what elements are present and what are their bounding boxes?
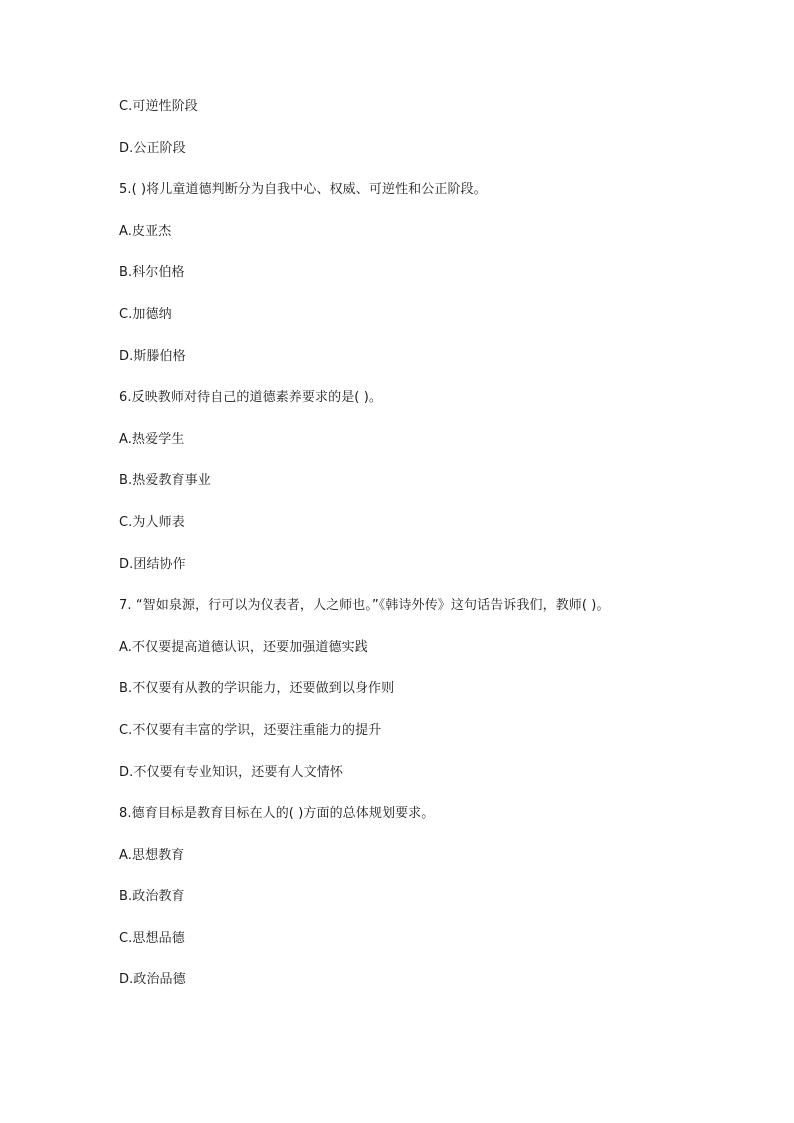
option-d-q4: D.公正阶段 xyxy=(119,140,186,156)
option-b-q8: B.政治教育 xyxy=(119,889,185,905)
question-5: 5.( )将儿童道德判断分为自我中心、权威、可逆性和公正阶段。 xyxy=(119,182,487,198)
question-8: 8.德育目标是教育目标在人的( )方面的总体规划要求。 xyxy=(119,806,435,822)
option-d-q7: D.不仅要有专业知识，还要有人文情怀 xyxy=(119,764,343,780)
option-c-q6: C.为人师表 xyxy=(119,514,185,530)
question-6: 6.反映教师对待自己的道德素养要求的是( )。 xyxy=(119,390,382,406)
option-d-q8: D.政治品德 xyxy=(119,972,186,988)
option-c-q7: C.不仅要有丰富的学识，还要注重能力的提升 xyxy=(119,722,382,738)
option-a-q6: A.热爱学生 xyxy=(119,431,185,447)
question-7: 7. “智如泉源，行可以为仪表者，人之师也。”《韩诗外传》这句话告诉我们，教师( )。 xyxy=(119,598,610,614)
option-d-q5: D.斯滕伯格 xyxy=(119,348,186,364)
option-a-q5: A.皮亚杰 xyxy=(119,223,172,239)
option-b-q7: B.不仅要有从教的学识能力，还要做到以身作则 xyxy=(119,681,395,697)
option-c-q4: C.可逆性阶段 xyxy=(119,99,198,114)
option-b-q6: B.热爱教育事业 xyxy=(119,473,211,489)
option-a-q8: A.思想教育 xyxy=(119,847,185,863)
option-b-q5: B.科尔伯格 xyxy=(119,265,185,281)
option-a-q7: A.不仅要提高道德认识，还要加强道德实践 xyxy=(119,639,368,655)
document-page xyxy=(119,97,759,1012)
option-d-q6: D.团结协作 xyxy=(119,556,186,572)
option-c-q5: C.加德纳 xyxy=(119,306,172,322)
option-c-q8: C.思想品德 xyxy=(119,930,185,946)
